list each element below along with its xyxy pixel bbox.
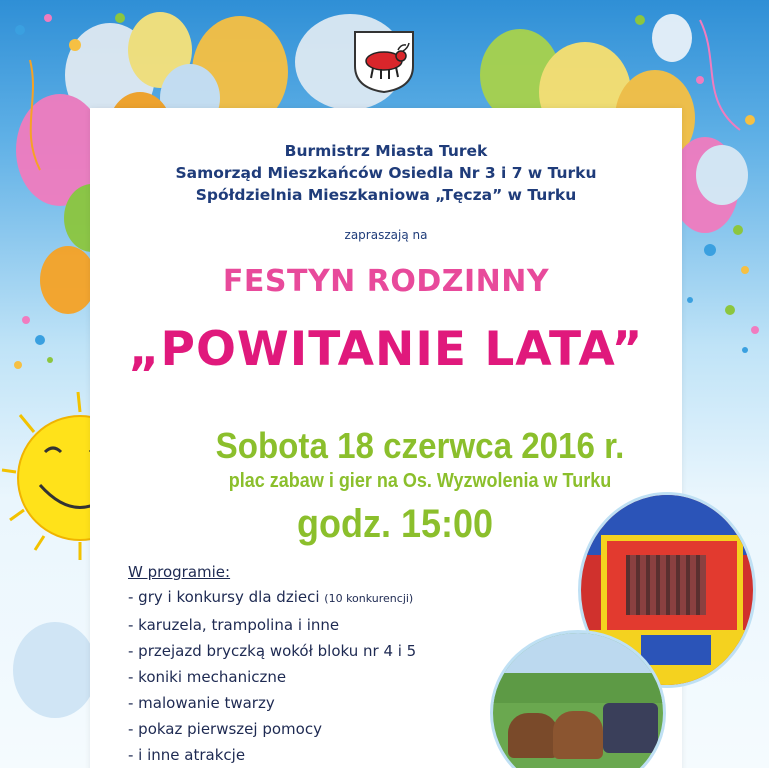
- program-item: - przejazd bryczką wokół bloku nr 4 i 5: [128, 642, 417, 660]
- event-place: plac zabaw i gier na Os. Wyzwolenia w Turku: [228, 470, 612, 492]
- horse-carriage-photo: [490, 630, 666, 768]
- organizer-line: Samorząd Mieszkańców Osiedla Nr 3 i 7 w Turku: [175, 164, 597, 182]
- program-list: [128, 563, 416, 768]
- event-type: FESTYN RODZINNY: [222, 264, 550, 299]
- program-heading: W programie:: [128, 563, 231, 581]
- invite-text: zapraszają na: [344, 228, 428, 242]
- program-item: - gry i konkursy dla dzieci (10 konkurencji): [128, 588, 414, 606]
- event-date: Sobota 18 czerwca 2016 r.: [215, 425, 625, 466]
- program-item: - koniki mechaniczne: [128, 668, 287, 686]
- coat-of-arms-icon: [351, 28, 417, 94]
- program-item: - pokaz pierwszej pomocy: [128, 720, 322, 738]
- program-item: - malowanie twarzy: [128, 694, 275, 712]
- program-item-note: (10 konkurencji): [324, 592, 414, 605]
- program-item: - karuzela, trampolina i inne: [128, 616, 340, 634]
- event-time: godz. 15:00: [296, 502, 494, 546]
- organizers-block: [90, 140, 682, 206]
- program-item: - i inne atrakcje: [128, 746, 246, 764]
- event-title: „POWITANIE LATA”: [128, 322, 644, 377]
- organizer-line: Burmistrz Miasta Turek: [284, 142, 488, 160]
- organizer-line: Spółdzielnia Mieszkaniowa „Tęcza” w Turku: [195, 186, 577, 204]
